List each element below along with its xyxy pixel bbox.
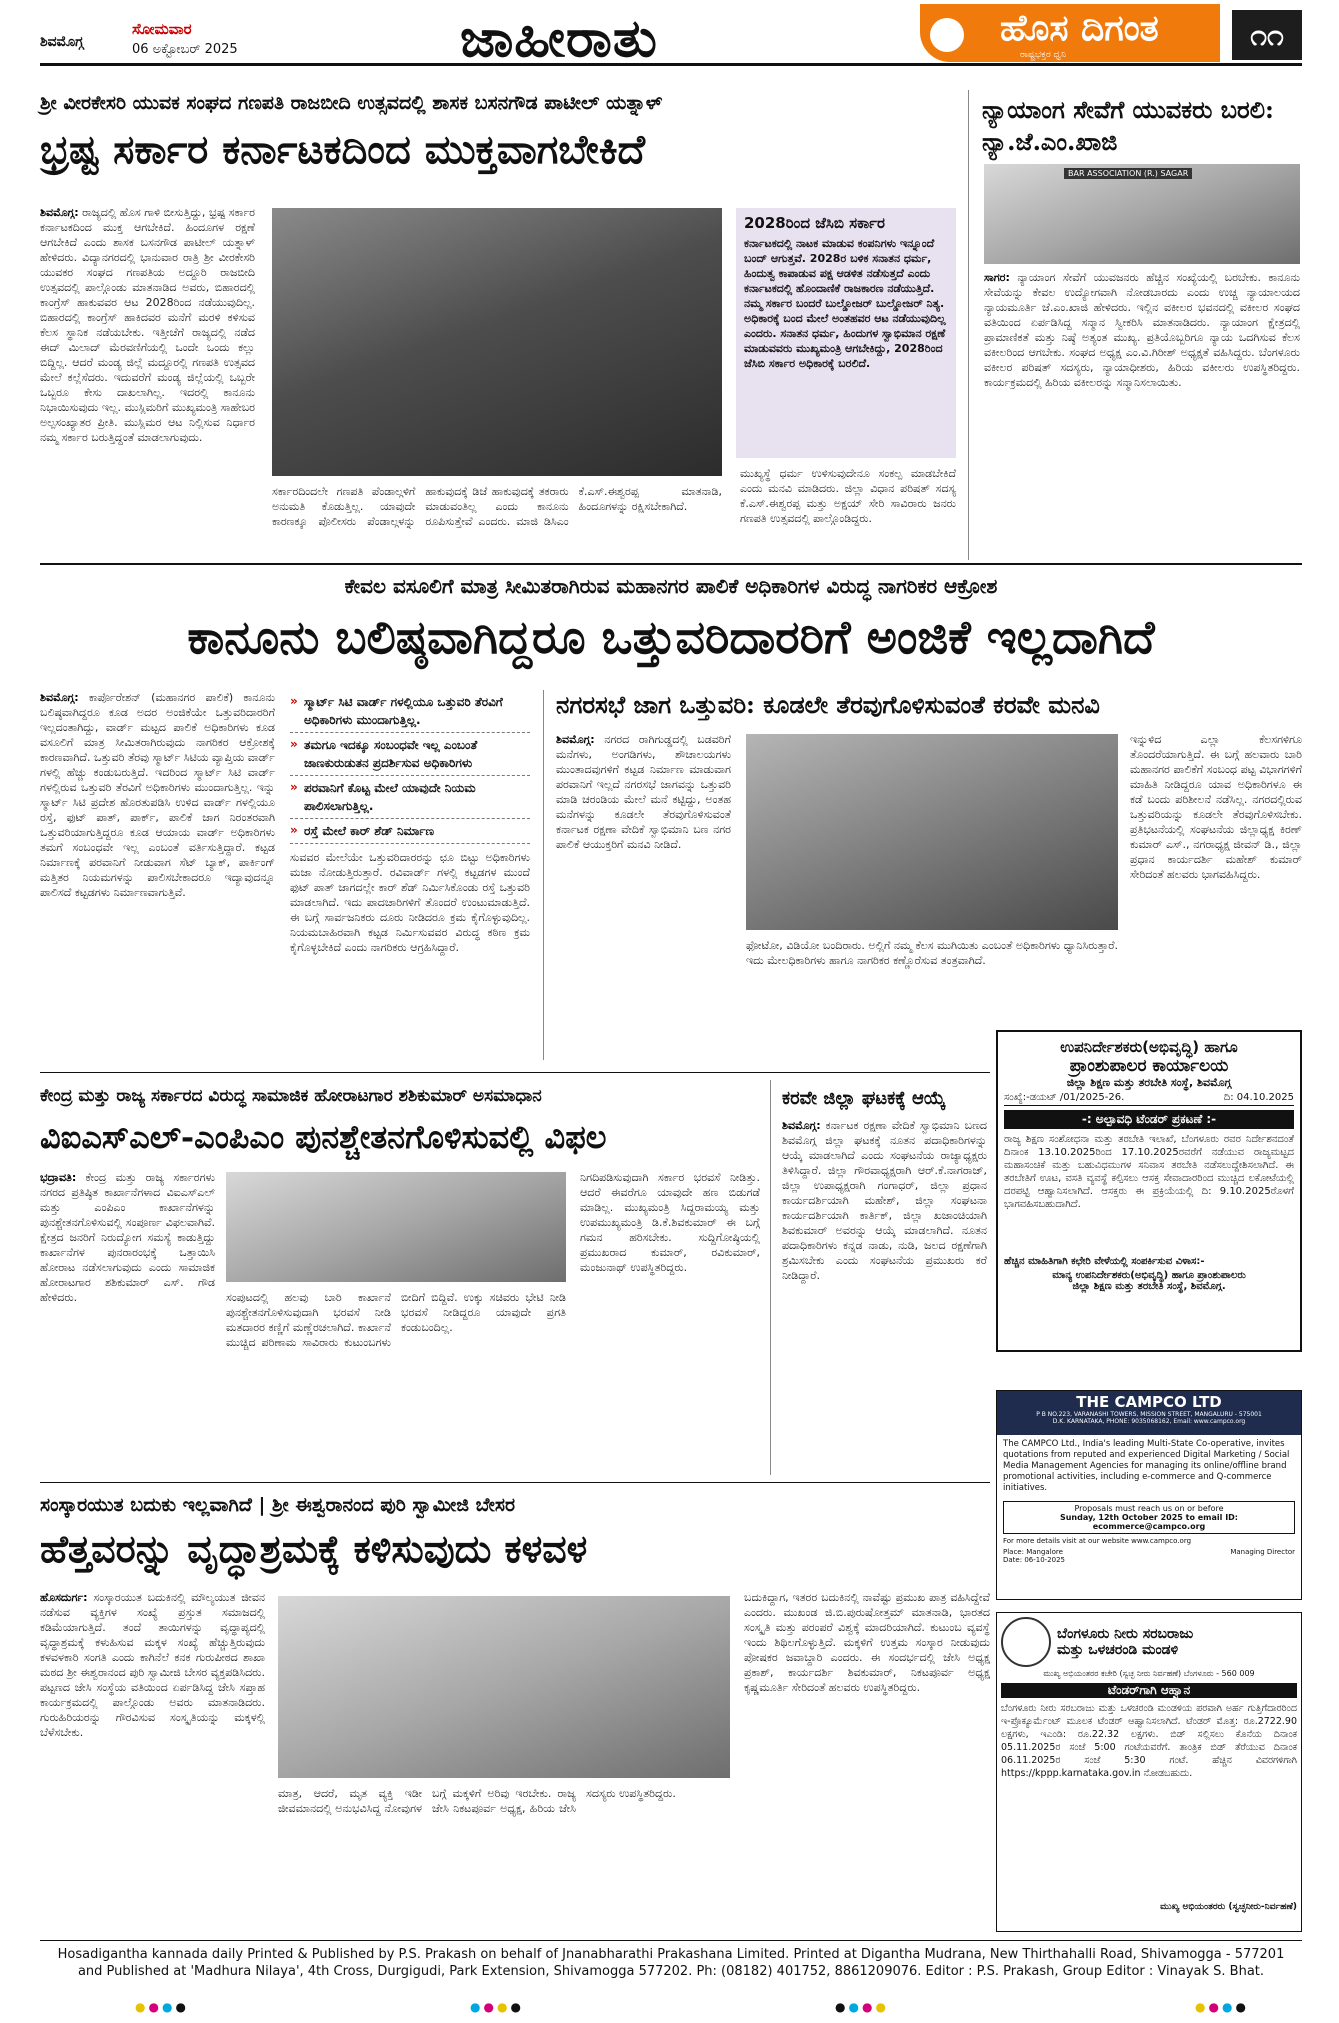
bwssb-sign: ಮುಖ್ಯ ಅಭಿಯಂತರರು (ಸ್ವಚ್ಛನೀರು-ನಿರ್ವಹಣೆ) — [1160, 1902, 1297, 1912]
story7-body-col3: ಬದುಕಿದ್ದಾಗ, ಇತರರ ಬದುಕಿನಲ್ಲಿ ನಾವೆಷ್ಟು ಪ್ರಮುಖ ಪಾತ್ರ ವಹಿಸಿದ್ದೇವೆ ಎಂದರು. ಮುಖಂಡ ಜಿ.ಬಿ.ಪುರುಷೋತ್ತಮ್ ಮಾತನಾಡಿ, ಭಾರತದ ಸಂಸ್ಕೃತಿ ಮತ್ತು ಪರಂಪರೆ ವಿಶ್ವಕ್ಕೆ ಮಾದರಿಯಾಗಿದೆ. ಕುಟುಂಬ ವ್ಯವಸ್ಥೆ ಇಂದು ಶಿಥಿಲಗೊಳ್ಳುತ್ತಿದೆ. ಮಕ್ಕಳಿಗೆ ಉತ್ತಮ ಸಂಸ್ಕಾರ ನೀಡುವುದು ಪೋಷಕರ ಜವಾಬ್ದಾರಿ ಎಂದರು. ಈ ಸಂದರ್ಭದಲ್ಲಿ ಜೇಸಿ ಅಧ್ಯಕ್ಷ ಪ್ರಕಾಶ್, ಕಾರ್ಯದರ್ಶಿ ಶಿವಕುಮಾರ್, ನಿಕಟಪೂರ್ವ ಅಧ್ಯಕ್ಷ ಕೃಷ್ಣಮೂರ್ತಿ ಸೇರಿದಂತೆ ಹಲವರು ಉಪಸ್ಥಿತರಿದ್ದರು. — [744, 1591, 990, 1694]
imprint-line2: and Published at 'Madhura Nilaya', 4th Cross, Durgigudi, Park Extension, Shivamogga 577202. Ph: (08182) 401752, 8861209076. Editor : P.S. Prakash, Group Editor : Vinayak S. Bhat. — [77, 1964, 1265, 1979]
story1-photo-procession — [272, 208, 722, 476]
story5-photo-pressmeet — [226, 1172, 566, 1282]
tender-text: ರಾಜ್ಯ ಶಿಕ್ಷಣ ಸಂಶೋಧನಾ ಮತ್ತು ತರಬೇತಿ ಇಲಾಖೆ, ಬೆಂಗಳೂರು ರವರ ನಿರ್ದೇಶನದಂತೆ ದಿನಾಂಕ 13.10.2025ರಿಂದ 17.10.2025ರವರೆಗೆ ನಡೆಯುವ ರಾಜ್ಯಮಟ್ಟದ ಮಹಾಸಂಚಿಕೆ ಮತ್ತು ಬಹುವಿಧಮುಗಳ ಸನಿವಾಸ ತರಬೇತಿ ನಡೆಸಲುದ್ದೇಶಿಸಲಾಗಿದೆ. ಈ ತರಬೇತಿಗೆ ಊಟ, ವಸತಿ ವ್ಯವಸ್ಥೆ ಕಲ್ಪಿಸಲು ಆಸಕ್ತ ಸೇವಾದಾರರಿಂದ ಮುಚ್ಚಿದ ಲಕೋಟೆಯಲ್ಲಿ ದರಪಟ್ಟಿ ಆಹ್ವಾನಿಸಲಾಗಿದೆ. ಆಸಕ್ತರು ಈ ಪ್ರಕ್ರಿಯೆಯಲ್ಲಿ ದಿ: 9.10.2025ರೊಳಗೆ ಭಾಗವಹಿಸಬಹುದಾಗಿದೆ. — [1004, 1134, 1294, 1210]
story1-sidebox — [736, 208, 956, 458]
story3-point: » ಸ್ಮಾರ್ಟ್ ಸಿಟಿ ವಾರ್ಡ್ ಗಳಲ್ಲಿಯೂ ಒತ್ತುವರಿ ತೆರವಿಗೆ ಅಧಿಕಾರಿಗಳು ಮುಂದಾಗುತ್ತಿಲ್ಲ. — [290, 690, 530, 733]
story2-banner-text: BAR ASSOCIATION (R.) SAGAR — [1064, 168, 1192, 179]
registration-dots-icon: ●●●● — [470, 2000, 524, 2014]
campco-more: For more details visit at our website www.campco.org — [1003, 1537, 1192, 1545]
story5-body-col3: ನಿಗದಿಪಡಿಸುವುದಾಗಿ ಸರ್ಕಾರ ಭರವಸೆ ನೀಡಿತ್ತು. ಆದರೆ ಈವರೆಗೂ ಯಾವುದೇ ಹಣ ಬಿಡುಗಡೆ ಮಾಡಿಲ್ಲ. ಮುಖ್ಯಮಂತ್ರಿ ಸಿದ್ದರಾಮಯ್ಯ ಮತ್ತು ಉಪಮುಖ್ಯಮಂತ್ರಿ ಡಿ.ಕೆ.ಶಿವಕುಮಾರ್ ಈ ಬಗ್ಗೆ ಗಮನ ಹರಿಸಬೇಕು. ಸುದ್ದಿಗೋಷ್ಠಿಯಲ್ಲಿ ಪ್ರಮುಖರಾದ ಕುಮಾರ್, ರವಿಕುಮಾರ್, ಮಂಜುನಾಥ್ ಉಪಸ್ಥಿತರಿದ್ದರು. — [580, 1171, 760, 1274]
story4-caption: ಫೋಟೋ, ವಿಡಿಯೋ ಬಂದಿರಾರು. ಅಲ್ಲಿಗೆ ನಮ್ಮ ಕೆಲಸ ಮುಗಿಯಿತು ಎಂಬಂತೆ ಅಧಿಕಾರಿಗಳು ಧ್ಯಾನಿಸಿರುತ್ತಾರೆ. ಇದು ಮೇಲಧಿಕಾರಿಗಳು ಹಾಗೂ ನಾಗರಿಕರ ಕಣ್ಣೊರೆಸುವ ತಂತ್ರವಾಗಿದೆ. — [746, 939, 1118, 967]
story4-body-col1 — [556, 732, 731, 1032]
registration-dots-icon: ●●●● — [135, 2000, 189, 2014]
story4-dateline: ಶಿವಮೊಗ್ಗ: — [556, 733, 595, 746]
story3-point: » ರಸ್ತೆ ಮೇಲೆ ಕಾರ್ ಶೆಡ್ ನಿರ್ಮಾಣ — [290, 819, 530, 844]
tender-title2: ಪ್ರಾಂಶುಪಾಲರ ಕಾರ್ಯಾಲಯ — [1069, 1056, 1229, 1076]
masthead — [40, 8, 1302, 69]
tender-ad — [996, 1030, 1302, 1352]
campco-body: The CAMPCO Ltd., India's leading Multi-State Co-operative, invites quotations from reputed and experienced Digital Marketing / Social Media Management Agencies for managing its online/offline brand promotional activities, including e-commerce and Q-commerce initiatives. — [1003, 1439, 1290, 1493]
story7-kicker: ಸಂಸ್ಕಾರಯುತ ಬದುಕು ಇಲ್ಲವಾಗಿದೆ | ಶ್ರೀ ಈಶ್ವರಾನಂದ ಪುರಿ ಸ್ವಾಮೀಜಿ ಬೇಸರ — [40, 1494, 515, 1516]
story7-dateline: ಹೊಸದುರ್ಗ: — [40, 1591, 88, 1604]
story5-body-col2: ಸಂಪುಟದಲ್ಲಿ ಹಲವು ಬಾರಿ ಕಾರ್ಖಾನೆ ಪುನಶ್ಚೇತನಗೊಳಿಸುವುದಾಗಿ ಭರವಸೆ ನೀಡಿ ಮತದಾರರ ಕಣ್ಣಿಗೆ ಮಣ್ಣೆರಚಲಾಗಿದೆ. ಕಾರ್ಖಾನೆ ಮುಚ್ಚಿದ ಪರಿಣಾಮ ಸಾವಿರಾರು ಕುಟುಂಬಗಳು ಬೀದಿಗೆ ಬಿದ್ದಿವೆ. ಉಕ್ಕು ಸಚಿವರು ಭೇಟಿ ನೀಡಿ ಭರವಸೆ ನೀಡಿದ್ದರೂ ಯಾವುದೇ ಪ್ರಗತಿ ಕಂಡುಬಂದಿಲ್ಲ. — [226, 1291, 566, 1349]
campco-sign: Managing Director — [1230, 1548, 1295, 1556]
story6-dateline: ಶಿವಮೊಗ್ಗ: — [782, 1119, 821, 1132]
section-rule — [40, 1072, 990, 1073]
story5-kicker: ಕೇಂದ್ರ ಮತ್ತು ರಾಜ್ಯ ಸರ್ಕಾರದ ವಿರುದ್ಧ ಸಾಮಾಜಿಕ ಹೋರಾಟಗಾರ ಶಶಿಕುಮಾರ್ ಅಸಮಾಧಾನ — [40, 1086, 542, 1106]
footer-rule — [40, 1940, 1302, 1941]
campco-deadline2: Sunday, 12th October 2025 to email ID: ecommerce@campco.org — [1059, 1513, 1239, 1531]
story5-headline: ವಿಐಎಸ್ಎಲ್-ಎಂಪಿಎಂ ಪುನಶ್ಚೇತನಗೊಳಿಸುವಲ್ಲಿ ವಿಫಲ — [40, 1118, 607, 1156]
tender-date: ದಿ: 04.10.2025 — [1223, 1092, 1294, 1103]
campco-address: P B NO.223, VARANASHI TOWERS, MISSION STREET, MANGALURU - 575001 — [1036, 1411, 1262, 1418]
story3-point: » ತಮಗೂ ಇದಕ್ಕೂ ಸಂಬಂಧವೇ ಇಲ್ಲ ಎಂಬಂತೆ ಜಾಣಕುರುಡುತನ ಪ್ರದರ್ಶಿಸುವ ಅಧಿಕಾರಿಗಳು — [290, 733, 530, 776]
story2-headline: ನ್ಯಾಯಾಂಗ ಸೇವೆಗೆ ಯುವಕರು ಬರಲಿ: ನ್ಯಾ.ಜೆ.ಎಂ.ಖಾಜಿ — [982, 95, 1274, 156]
bwssb-emblem-icon — [1001, 1617, 1051, 1667]
campco-place: Place: Mangalore — [1003, 1548, 1063, 1556]
story5-dateline: ಭದ್ರಾವತಿ: — [40, 1171, 77, 1184]
story7-headline: ಹೆತ್ತವರನ್ನು ವೃದ್ಧಾಶ್ರಮಕ್ಕೆ ಕಳಿಸುವುದು ಕಳವಳ — [40, 1526, 588, 1571]
tender-subtitle: ಜಿಲ್ಲಾ ಶಿಕ್ಷಣ ಮತ್ತು ತರಬೇತಿ ಸಂಸ್ಥೆ, ಶಿವಮೊಗ್ಗ — [1066, 1076, 1232, 1089]
tender-ref: ಸಂಖ್ಯೆ:-ಡಯಟ್ /01/2025-26. — [1004, 1092, 1125, 1103]
story3-point: » ಪರವಾನಿಗೆ ಕೊಟ್ಟ ಮೇಲೆ ಯಾವುದೇ ನಿಯಮ ಪಾಲಿಸಲಾಗುತ್ತಿಲ್ಲ. — [290, 776, 530, 819]
bwssb-sub: ಮುಖ್ಯ ಅಭಿಯಂತರರ ಕಚೇರಿ (ಸ್ವಚ್ಛ ನೀರು ನಿರ್ವಹಣೆ) ಬೆಂಗಳೂರು - 560 009 — [1043, 1669, 1255, 1678]
masthead-date: 06 ಅಕ್ಟೋಬರ್ 2025 — [132, 42, 238, 57]
story1-body-col1 — [40, 205, 255, 550]
story3-headline: ಕಾನೂನು ಬಲಿಷ್ಠವಾಗಿದ್ದರೂ ಒತ್ತುವರಿದಾರರಿಗೆ ಅಂಜಿಕೆ ಇಲ್ಲದಾಗಿದೆ — [187, 610, 1155, 664]
campco-deadline1: Proposals must reach us on or before — [1074, 1504, 1224, 1513]
story2-photo-felicitation — [984, 164, 1300, 264]
story7-col1-text: ಸಂಸ್ಕಾರಯುತ ಬದುಕಿನಲ್ಲಿ ಮೌಲ್ಯಯುತ ಜೀವನ ನಡೆಸುವ ವ್ಯಕ್ತಿಗಳ ಸಂಖ್ಯೆ ಪ್ರಸ್ತುತ ಸಮಾಜದಲ್ಲಿ ಕಡಿಮೆಯಾಗುತ್ತಿದೆ. ತಂದೆ ತಾಯಿಗಳನ್ನು ವೃದ್ಧಾಪ್ಯದಲ್ಲಿ ವೃದ್ಧಾಶ್ರಮಕ್ಕೆ ಕಳುಹಿಸುವ ಮಕ್ಕಳ ಸಂಖ್ಯೆ ಹೆಚ್ಚುತ್ತಿರುವುದು ಕಳವಳಕಾರಿ ಸಂಗತಿ ಎಂದು ಕಾಗಿನೆಲೆ ಕನಕ ಗುರುಪೀಠದ ಶಾಖಾ ಮಠದ ಶ್ರೀ ಈಶ್ವರಾನಂದ ಪುರಿ ಸ್ವಾಮೀಜಿ ಬೇಸರ ವ್ಯಕ್ತಪಡಿಸಿದರು. ಪಟ್ಟಣದ ಜೇಸಿ ಸಂಸ್ಥೆಯ ವತಿಯಿಂದ ಏರ್ಪಡಿಸಿದ್ದ ಜೇಸಿ ಸಪ್ತಾಹ ಕಾರ್ಯಕ್ರಮದಲ್ಲಿ ಪಾಲ್ಗೊಂಡು ಅವರು ಮಾತನಾಡಿದರು. ಗುರುಹಿರಿಯರನ್ನು ಗೌರವಿಸುವ ಸಂಸ್ಕೃತಿಯನ್ನು ಮಕ್ಕಳಲ್ಲಿ ಬೆಳೆಸಬೇಕು. — [40, 1591, 265, 1739]
campco-date: Date: 06-10-2025 — [1003, 1556, 1065, 1564]
story1-sidebox-text: ಕರ್ನಾಟಕದಲ್ಲಿ ನಾಟಕ ಮಾಡುವ ಕಂಪನಿಗಳು ಇನ್ನೂಂದೆ ಬಂದ್ ಆಗುತ್ತವೆ. 2028ರ ಬಳಿಕ ಸನಾತನ ಧರ್ಮ, ಹಿಂದುತ್ವ ಕಾಪಾಡುವ ಪಕ್ಷ ಆಡಳಿತ ನಡೆಸುತ್ತದೆ ಎಂದು ಕರ್ನಾಟಕದಲ್ಲಿ ಹೊಂದಾಣಿಕೆ ರಾಜಕಾರಣ ನಡೆಯುತ್ತಿದೆ. ನಮ್ಮ ಸರ್ಕಾರ ಬಂದರೆ ಬುಲ್ಡೋಜರ್ ಬುಲ್ಡೋಜರ್ ನಿತ್ಯ. ಅಧಿಕಾರಕ್ಕೆ ಬಂದ ಮೇಲೆ ಅಂತಹವರ ಆಟ ನಡೆಯುವುದಿಲ್ಲ ಎಂದರು. ಸನಾತನ ಧರ್ಮ, ಹಿಂದುಗಳ ಸ್ವಾಭಿಮಾನ ರಕ್ಷಣೆ ಮಾಡುವವರು ಮುಖ್ಯಮಂತ್ರಿ ಆಗಬೇಕಿದ್ದು, 2028ರಿಂದ ಜೆಸಿಬಿ ಸರ್ಕಾರ ಅಧಿಕಾರಕ್ಕೆ ಬರಲಿದೆ. — [744, 237, 946, 370]
story3-kicker: ಕೇವಲ ವಸೂಲಿಗೆ ಮಾತ್ರ ಸೀಮಿತರಾಗಿರುವ ಮಹಾನಗರ ಪಾಲಿಕೆ ಅಧಿಕಾರಿಗಳ ವಿರುದ್ಧ ನಾಗರಿಕರ ಆಕ್ರೋಶ — [344, 574, 998, 598]
column-divider — [543, 690, 544, 1060]
story7-photo-event — [278, 1596, 730, 1778]
paper-logo-icon — [930, 18, 964, 52]
story2-text: ನ್ಯಾಯಾಂಗ ಸೇವೆಗೆ ಯುವಜನರು ಹೆಚ್ಚಿನ ಸಂಖ್ಯೆಯಲ್ಲಿ ಬರಬೇಕು. ಕಾನೂನು ಸೇವೆಯನ್ನು ಕೇವಲ ಉದ್ಯೋಗವಾಗಿ ನೋಡಬಾರದು ಎಂದು ಉಚ್ಚ ನ್ಯಾಯಾಲಯದ ನ್ಯಾಯಮೂರ್ತಿ ಜೆ.ಎಂ.ಖಾಜಿ ಹೇಳಿದರು. ಇಲ್ಲಿನ ವಕೀಲರ ಭವನದಲ್ಲಿ ವಕೀಲರ ಸಂಘದ ವತಿಯಿಂದ ಏರ್ಪಡಿಸಿದ್ದ ಸನ್ಮಾನ ಸ್ವೀಕರಿಸಿ ಮಾತನಾಡಿದರು. ನ್ಯಾಯಾಂಗ ಕ್ಷೇತ್ರದಲ್ಲಿ ಪ್ರಾಮಾಣಿಕತೆ ಮತ್ತು ನಿಷ್ಠೆ ಅತ್ಯಂತ ಮುಖ್ಯ. ಪ್ರತಿಯೊಬ್ಬರಿಗೂ ನ್ಯಾಯ ಒದಗಿಸುವ ಕೆಲಸ ವಕೀಲರಿಂದ ಆಗಬೇಕು. ಸಂಘದ ಅಧ್ಯಕ್ಷ ಎಂ.ವಿ.ಗಿರೀಶ್ ಅಧ್ಯಕ್ಷತೆ ವಹಿಸಿದ್ದರು. ಬೆಂಗಳೂರು ವಕೀಲರ ಪರಿಷತ್ ಸದಸ್ಯರು, ನ್ಯಾಯಾಧೀಶರು, ಹಿರಿಯ ವಕೀಲರು ಉಪಸ್ಥಿತರಿದ್ದರು. ಕಾರ್ಯಕ್ರಮದಲ್ಲಿ ಹಿರಿಯ ವಕೀಲರನ್ನು ಸನ್ಮಾನಿಸಲಾಯಿತು. — [984, 271, 1300, 389]
story4-body-col3: ಇನ್ನುಳಿದ ಎಲ್ಲಾ ಕೆಲಸಗಳಿಗೂ ತೊಂದರೆಯಾಗುತ್ತಿದೆ. ಈ ಬಗ್ಗೆ ಹಲವಾರು ಬಾರಿ ಮಹಾನಗರ ಪಾಲಿಕೆಗೆ ಸಂಬಂಧ ಪಟ್ಟ ವಿಭಾಗಗಳಿಗೆ ಮಾಹಿತಿ ನೀಡಿದ್ದರೂ ಯಾವ ಅಧಿಕಾರಿಗಳೂ ಈ ಕಡೆ ಬಂದು ಪರಿಶೀಲನೆ ನಡೆಸಿಲ್ಲ. ನಗರದಲ್ಲಿರುವ ಒತ್ತುವರಿಯನ್ನು ಕೂಡಲೇ ತೆರವುಗೊಳಿಸಬೇಕು. ಪ್ರತಿಭಟನೆಯಲ್ಲಿ ಸಂಘಟನೆಯ ಜಿಲ್ಲಾಧ್ಯಕ್ಷ ಕಿರಣ್ ಕುಮಾರ್ ಎಸ್., ನಗರಾಧ್ಯಕ್ಷ ಜೀವನ್ ಡಿ., ಜಿಲ್ಲಾ ಪ್ರಧಾನ ಕಾರ್ಯದರ್ಶಿ ಮಹೇಶ್ ಕುಮಾರ್ ಸೇರಿದಂತೆ ಹಲವರು ಭಾಗವಹಿಸಿದ್ದರು. — [1130, 733, 1302, 881]
story4-photo-memorandum — [746, 734, 1118, 930]
story1-kicker: ಶ್ರೀ ವೀರಕೇಸರಿ ಯುವಕ ಸಂಘದ ಗಣಪತಿ ರಾಜಬೀದಿ ಉತ್ಸವದಲ್ಲಿ ಶಾಸಕ ಬಸನಗೌಡ ಪಾಟೀಲ್ ಯತ್ನಾಳ್ — [40, 92, 663, 114]
story1-headline: ಭ್ರಷ್ಟ ಸರ್ಕಾರ ಕರ್ನಾಟಕದಿಂದ ಮುಕ್ತವಾಗಬೇಕಿದೆ — [40, 126, 645, 173]
story3-highlights — [290, 690, 530, 844]
story3-body-col1 — [40, 690, 275, 1060]
story6-headline: ಕರವೇ ಜಿಲ್ಲಾ ಘಟಕಕ್ಕೆ ಆಯ್ಕೆ — [782, 1088, 946, 1109]
tender-contact: ಹೆಚ್ಚಿನ ಮಾಹಿತಿಗಾಗಿ ಕಛೇರಿ ವೇಳೆಯಲ್ಲಿ ಸಂಪರ್ಕಿಸುವ ವಿಳಾಸ:- — [1004, 1256, 1205, 1267]
story5-body-col1 — [40, 1170, 215, 1470]
story1-dateline: ಶಿವಮೊಗ್ಗ: — [40, 206, 79, 219]
story2-body — [984, 270, 1300, 550]
tender-sign1: ಮಾನ್ಯ ಉಪನಿರ್ದೇಶಕರು(ಅಭಿವೃದ್ಧಿ) ಹಾಗೂ ಪ್ರಾಂಶುಪಾಲರು — [1052, 1270, 1246, 1281]
masthead-city: ಶಿವಮೊಗ್ಗ — [40, 34, 84, 50]
story1-sidebox-title: 2028ರಿಂದ ಜೆಸಿಬಿ ಸರ್ಕಾರ — [744, 214, 885, 232]
paper-name: ಹೊಸ ದಿಗಂತ — [1000, 8, 1159, 49]
section-rule — [40, 1482, 990, 1483]
registration-dots-icon: ●●●● — [1195, 2000, 1249, 2014]
story3-body-col2: ಸುವವರ ಮೇಲೆಯೇ ಒತ್ತುವರಿದಾರರನ್ನು ಛೂ ಬಿಟ್ಟು ಅಧಿಕಾರಿಗಳು ಮಜಾ ನೋಡುತ್ತಿರುತ್ತಾರೆ. ರವಿವಾರ್ಡ್ ಗಳಲ್ಲಿ ಕಟ್ಟಡಗಳ ಮುಂದೆ ಫುಟ್ ಪಾತ್ ಜಾಗದಲ್ಲೇ ಕಾರ್ ಶೆಡ್ ನಿರ್ಮಿಸಿಕೊಂಡು ರಸ್ತೆ ಒತ್ತುವರಿ ಮಾಡಲಾಗಿದೆ. ಇದು ಪಾದಚಾರಿಗಳಿಗೆ ತೊಂದರೆ ಉಂಟುಮಾಡುತ್ತಿದೆ. ಈ ಬಗ್ಗೆ ಸಾರ್ವಜನಿಕರು ದೂರು ನೀಡಿದರೂ ಕ್ರಮ ಕೈಗೊಳ್ಳುವುದಿಲ್ಲ. ನಿಯಮಬಾಹಿರವಾಗಿ ಕಟ್ಟಡ ನಿರ್ಮಿಸುವವರ ವಿರುದ್ಧ ಕಠಿಣ ಕ್ರಮ ಕೈಗೊಳ್ಳಬೇಕಿದೆ ಎಂದು ನಾಗರಿಕರು ಆಗ್ರಹಿಸಿದ್ದಾರೆ. — [290, 851, 530, 954]
story1-body-col3: ಮುಖ್ಯಸ್ಥೆ ಧರ್ಮ ಉಳಿಸುವುದೇನೂ ಸಂಕಲ್ಪ ಮಾಡಬೇಕಿದೆ ಎಂದು ಮನವಿ ಮಾಡಿದರು. ಜಿಲ್ಲಾ ವಿಧಾನ ಪರಿಷತ್ ಸದಸ್ಯ ಕೆ.ಎಸ್.ಈಶ್ವರಪ್ಪ ಮತ್ತು ಅಕ್ಷಯ್ ಸೇರಿ ಸಾವಿರಾರು ಜನರು ಗಣಪತಿ ಉತ್ಸವದಲ್ಲಿ ಪಾಲ್ಗೊಂಡಿದ್ದರು. — [740, 467, 956, 525]
story5-col1-text: ಕೇಂದ್ರ ಮತ್ತು ರಾಜ್ಯ ಸರ್ಕಾರಗಳು ನಗರದ ಪ್ರತಿಷ್ಠಿತ ಕಾರ್ಖಾನೆಗಳಾದ ವಿಐಎಸ್ಎಲ್ ಮತ್ತು ಎಂಪಿಎಂ ಕಾರ್ಖಾನೆಗಳನ್ನು ಪುನಶ್ಚೇತನಗೊಳಿಸುವಲ್ಲಿ ಸಂಪೂರ್ಣ ವಿಫಲವಾಗಿವೆ. ಕ್ಷೇತ್ರದ ಜನರಿಗೆ ನಿರುದ್ಯೋಗ ಸಮಸ್ಯೆ ಕಾಡುತ್ತಿದ್ದು ಕಾರ್ಖಾನೆಗಳ ಪುನರಾರಂಭಕ್ಕೆ ಒತ್ತಾಯಿಸಿ ಹೋರಾಟ ನಡೆಸಲಾಗುವುದು ಎಂದು ಸಾಮಾಜಿಕ ಹೋರಾಟಗಾರ ಶಶಿಕುಮಾರ್ ಎಸ್. ಗೌಡ ಹೇಳಿದರು. — [40, 1171, 215, 1304]
imprint-line1: Hosadigantha kannada daily Printed & Published by P.S. Prakash on behalf of Jnanabharathi Prakashana Limited. Printed at Digantha Mudrana, New Thirthahalli Road, Shivamogga - 577201 — [57, 1947, 1285, 1962]
campco-ad — [996, 1390, 1302, 1600]
story4-col1-text: ನಗರದ ರಾಗಿಗುಡ್ಡದಲ್ಲಿ ಬಡವರಿಗೆ ಮನೆಗಳು, ಅಂಗಡಿಗಳು, ಶೌಚಾಲಯಗಳು ಮುಂತಾದವುಗಳಿಗೆ ಕಟ್ಟಡ ನಿರ್ಮಾಣ ಮಾಡುವಾಗ ಪರವಾನಿಗೆ ಇಲ್ಲದೆ ನಗರಸಭೆ ಜಾಗವನ್ನು ಒತ್ತುವರಿ ಮಾಡಿ ಚರಂಡಿಯ ಮೇಲೆ ಮನೆ ಕಟ್ಟಿದ್ದು, ಅಂತಹ ಮನೆಗಳನ್ನು ಕೂಡಲೇ ತೆರವುಗೊಳಿಸುವಂತೆ ಕರ್ನಾಟಕ ರಕ್ಷಣಾ ವೇದಿಕೆ ಸ್ವಾಭಿಮಾನಿ ಬಣ ನಗರ ಪಾಲಿಕೆ ಆಯುಕ್ತರಿಗೆ ಮನವಿ ನೀಡಿದೆ. — [556, 733, 731, 851]
section-rule — [40, 563, 1302, 565]
tender-banner: -: ಅಲ್ಪಾವಧಿ ಟೆಂಡರ್ ಪ್ರಕಟಣೆ :- — [1004, 1110, 1294, 1129]
tender-title1: ಉಪನಿರ್ದೇಶಕರು(ಅಭಿವೃದ್ಧಿ) ಹಾಗೂ — [1060, 1038, 1238, 1056]
paper-tagline: ರಾಷ್ಟ್ರಭಕ್ತರ ಧ್ವನಿ — [1020, 50, 1066, 60]
bwssb-title2: ಮತ್ತು ಒಳಚರಂಡಿ ಮಂಡಳಿ — [1057, 1642, 1179, 1658]
bwssb-ad — [996, 1612, 1302, 1932]
story2-dateline: ಸಾಗರ: — [984, 271, 1010, 284]
story3-dateline: ಶಿವಮೊಗ್ಗ: — [40, 691, 79, 704]
story6-body — [782, 1118, 987, 1468]
bwssb-title1: ಬೆಂಗಳೂರು ನೀರು ಸರಬರಾಜು — [1057, 1626, 1194, 1642]
story3-col1-text: ಕಾರ್ಪೊರೇಶನ್ (ಮಹಾನಗರ ಪಾಲಿಕೆ) ಕಾನೂನು ಬಲಿಷ್ಠವಾಗಿದ್ದರೂ ಕೂಡ ಅದರ ಅಂಜಿಕೆಯೇ ಒತ್ತುವರಿದಾರರಿಗೆ ಇಲ್ಲದಂತಾಗಿದ್ದು, ವಾರ್ಡ್ ಮಟ್ಟದ ಪಾಲಿಕೆ ಅಧಿಕಾರಿಗಳು ಕೂಡ ವಸೂಲಿಗೆ ಮಾತ್ರ ಸೀಮಿತರಾಗಿರುವುದು ನಾಗರಿಕರ ಆಕ್ರೋಶಕ್ಕೆ ಕಾರಣವಾಗಿದೆ. ಒತ್ತುವರಿ ತೆರವು ಸ್ಮಾರ್ಟ್ ಸಿಟಿಯ ವ್ಯಾಪ್ತಿಯ ವಾರ್ಡ್ ಗಳಲ್ಲಿ ಹೆಚ್ಚು ಕಂಡುಬರುತ್ತಿದೆ. ಇದರಿಂದ ಸ್ಮಾರ್ಟ್ ಸಿಟಿ ವಾರ್ಡ್ ಗಳಲ್ಲಿರುವ ಒತ್ತುವರಿ ತೆರವಿಗೆ ಅಧಿಕಾರಿಗಳು ಮುಂದಾಗುತ್ತಿಲ್ಲ. ಇನ್ನು ಸ್ಮಾರ್ಟ್ ಸಿಟಿ ಪ್ರದೇಶ ಹೊರತುಪಡಿಸಿ ಉಳಿದ ವಾರ್ಡ್ ಗಳಲ್ಲಿಯೂ ರಸ್ತೆ, ಫುಟ್ ಪಾತ್, ಪಾರ್ಕ್, ಪಾಲಿಕೆ ಜಾಗ ನಿರಂತರವಾಗಿ ಒತ್ತುವರಿಯಾಗುತ್ತಿದ್ದರೂ ಕೂಡ ಆಯಾಯ ವಾರ್ಡ್ ಅಧಿಕಾರಿಗಳು ತಮಗೆ ಸಂಬಂಧವೇ ಇಲ್ಲ ಎಂಬಂತೆ ವರ್ತಿಸುತ್ತಿದ್ದಾರೆ. ಕಟ್ಟಡ ನಿರ್ಮಾಣಕ್ಕೆ ಪರವಾನಿಗೆ ನೀಡುವಾಗ ಸೆಟ್ ಬ್ಯಾಕ್, ಪಾರ್ಕಿಂಗ್ ಮತ್ತಿತರ ನಿಯಮಗಳನ್ನು ಪಾಲಿಸಬೇಕಾದರೂ ಇದ್ಯಾವುದನ್ನೂ ಪಾಲಿಸದೆ ಕಟ್ಟಡಗಳು ನಿರ್ಮಾಣವಾಗುತ್ತಿವೆ. — [40, 691, 275, 899]
bwssb-text: ಬೆಂಗಳೂರು ನೀರು ಸರಬರಾಜು ಮತ್ತು ಒಳಚರಂಡಿ ಮಂಡಳಿಯ ಪರವಾಗಿ ಅರ್ಹ ಗುತ್ತಿಗೆದಾರರಿಂದ ಇ-ಪ್ರೊಕ್ಯೂರ್ಮೆಂಟ್ ಮೂಲಕ ಟೆಂಡರ್ ಆಹ್ವಾನಿಸಲಾಗಿದೆ. ಟೆಂಡರ್ ಮೊತ್ತ: ರೂ.2722.90 ಲಕ್ಷಗಳು, ಇಎಂಡಿ: ರೂ.22.32 ಲಕ್ಷಗಳು. ಬಿಡ್ ಸಲ್ಲಿಸಲು ಕೊನೆಯ ದಿನಾಂಕ 05.11.2025ರ ಸಂಜೆ 5:00 ಗಂಟೆಯವರೆಗೆ. ತಾಂತ್ರಿಕ ಬಿಡ್ ತೆರೆಯುವ ದಿನಾಂಕ 06.11.2025ರ ಸಂಜೆ 5:30 ಗಂಟೆ. ಹೆಚ್ಚಿನ ವಿವರಗಳಿಗಾಗಿ https://kppp.karnataka.gov.in ನೋಡಬಹುದು. — [1001, 1703, 1297, 1779]
registration-dots-icon: ●●●● — [835, 2000, 889, 2014]
section-title: ಜಾಹೀರಾತು — [460, 8, 658, 69]
bwssb-banner: ಟೆಂಡರ್‌ಗಾಗಿ ಆಹ್ವಾನ — [1001, 1683, 1297, 1698]
masthead-day: ಸೋಮವಾರ — [132, 20, 192, 38]
story7-caption: ಮಾತ್ರ, ಆದರೆ, ಮೃತ ವ್ಯಕ್ತಿ ಇಡೀ ಜೀವಮಾನದಲ್ಲಿ ಅನುಭವಿಸಿದ್ದ ನೋವುಗಳ ಬಗ್ಗೆ ಮಕ್ಕಳಿಗೆ ಅರಿವು ಇರಬೇಕು. ರಾಜ್ಯ ಜೇಸಿ ನಿಕಟಪೂರ್ವ ಅಧ್ಯಕ್ಷ, ಹಿರಿಯ ಜೇಸಿ ಸದಸ್ಯರು ಉಪಸ್ಥಿತರಿದ್ದರು. — [278, 1787, 676, 1815]
story7-body-col1 — [40, 1590, 265, 1930]
tender-sign2: ಜಿಲ್ಲಾ ಶಿಕ್ಷಣ ಮತ್ತು ತರಬೇತಿ ಸಂಸ್ಥೆ, ಶಿವಮೊಗ್ಗ. — [1072, 1281, 1226, 1292]
column-divider — [968, 90, 969, 560]
campco-address2: D.K. KARNATAKA, PHONE: 9035068162, Email: www.campco.org — [1052, 1418, 1246, 1425]
campco-name: THE CAMPCO LTD — [1076, 1393, 1222, 1411]
page-number: ೧೧ — [1232, 10, 1302, 60]
story1-col1-text: ರಾಜ್ಯದಲ್ಲಿ ಹೊಸ ಗಾಳಿ ಬೀಸುತ್ತಿದ್ದು, ಭ್ರಷ್ಟ ಸರ್ಕಾರ ಕರ್ನಾಟಕದಿಂದ ಮುಕ್ತ ಆಗಬೇಕಿದೆ. ಹಿಂದೂಗಳ ರಕ್ಷಣೆ ಆಗಬೇಕಿದೆ ಎಂದು ಶಾಸಕ ಬಸನಗೌಡ ಪಾಟೀಲ್ ಯತ್ನಾಳ್ ಹೇಳಿದರು. ವಿದ್ಯಾನಗರದಲ್ಲಿ ಭಾನುವಾರ ರಾತ್ರಿ ಶ್ರೀ ವೀರಕೇಸರಿ ಯುವಕರ ಸಂಘದ ಗಣಪತಿಯ ಅದ್ದೂರಿ ರಾಜಬೀದಿ ಉತ್ಸವದಲ್ಲಿ ಪಾಲ್ಗೊಂಡು ಮಾತನಾಡಿದ ಅವರು, ಬಿಹಾರದಲ್ಲಿ ಕಾಂಗ್ರೆಸ್ ಹಾಕುವವರ ಆಟ 2028ರಿಂದ ನಡೆಯುವುದಿಲ್ಲ. ಬಿಹಾರದಲ್ಲಿ ಕಾಂಗ್ರೆಸ್ ಹಾಕಿದವರ ಮನೆಗೆ ಮರಳಿ ಕಳಿಸುವ ಕೆಲಸ ಸ್ಥಾನಿಕ ನಡೆಯಬೇಕು. ಇತ್ತೀಚೆಗೆ ರಾಜ್ಯದಲ್ಲಿ ನಡೆದ ಈದ್ ಮಿಲಾದ್ ಮೆರವಣಿಗೆಯಲ್ಲಿ ಒಂದೇ ಒಂದು ಕಲ್ಲು ಬಿದ್ದಿಲ್ಲ. ಆದರೆ ಮಂಡ್ಯ ಜಿಲ್ಲೆ ಮದ್ದೂರಲ್ಲಿ ಗಣಪತಿ ಉತ್ಸವದ ಮೇಲೆ ಕಲ್ಲೆಸೆದರು. ಇದುವರೆಗೆ ಮಂಡ್ಯ ಜಿಲ್ಲೆಯಲ್ಲಿ ಒಬ್ಬರೇ ಒಬ್ಬರೂ ಕೇಸು ದಾಖಲಾಗಿಲ್ಲ. ಇದರಲ್ಲಿ ಕಾನೂನು ನಿಭಾಯಿಸುವುದು ಇಲ್ಲ. ಮುಸ್ಲಿಮರಿಗೆ ಮುಖ್ಯಮಂತ್ರಿ ಸಾಹೇಬರ ಅಲ್ಪಸಂಖ್ಯಾತರ ಪ್ರೀತಿ. ಮುಸ್ಲಿಮರ ಆಟ ನಿಲ್ಲಿಸುವ ನಿರ್ಧಾರ ನಮ್ಮ ಸರ್ಕಾರ ಬರುತ್ತಿದ್ದಂತೆ ಮಾಡಲಾಗುವುದು. — [40, 206, 255, 444]
story6-text: ಕರ್ನಾಟಕ ರಕ್ಷಣಾ ವೇದಿಕೆ ಸ್ವಾಭಿಮಾನಿ ಬಣದ ಶಿವಮೊಗ್ಗ ಜಿಲ್ಲಾ ಘಟಕಕ್ಕೆ ನೂತನ ಪದಾಧಿಕಾರಿಗಳನ್ನು ಆಯ್ಕೆ ಮಾಡಲಾಗಿದೆ ಎಂದು ಸಂಘಟನೆಯ ರಾಜ್ಯಾಧ್ಯಕ್ಷರು ತಿಳಿಸಿದ್ದಾರೆ. ಜಿಲ್ಲಾ ಗೌರವಾಧ್ಯಕ್ಷರಾಗಿ ಆರ್.ಕೆ.ನಾಗರಾಜ್, ಜಿಲ್ಲಾ ಉಪಾಧ್ಯಕ್ಷರಾಗಿ ಗಂಗಾಧರ್, ಜಿಲ್ಲಾ ಪ್ರಧಾನ ಕಾರ್ಯದರ್ಶಿಯಾಗಿ ಮಹೇಶ್, ಜಿಲ್ಲಾ ಸಂಘಟನಾ ಕಾರ್ಯದರ್ಶಿಯಾಗಿ ಕಾರ್ತಿಕ್, ಜಿಲ್ಲಾ ಖಜಾಂಚಿಯಾಗಿ ಶಿವಕುಮಾರ್ ಅವರನ್ನು ಆಯ್ಕೆ ಮಾಡಲಾಗಿದೆ. ನೂತನ ಪದಾಧಿಕಾರಿಗಳು ಕನ್ನಡ ನಾಡು, ನುಡಿ, ಜಲದ ರಕ್ಷಣೆಗಾಗಿ ಶ್ರಮಿಸಬೇಕು ಎಂದು ಸಂಘಟನೆಯ ಪ್ರಮುಖರು ಕರೆ ನೀಡಿದ್ದಾರೆ. — [782, 1119, 987, 1282]
column-divider — [770, 1080, 771, 1475]
story4-headline: ನಗರಸಭೆ ಜಾಗ ಒತ್ತುವರಿ: ಕೂಡಲೇ ತೆರವುಗೊಳಿಸುವಂತೆ ಕರವೇ ಮನವಿ — [556, 690, 1100, 719]
story1-caption: ಸರ್ಕಾರದಿಂದಲೇ ಗಣಪತಿ ಪೆಂಡಾಲ್ಗಳಿಗೆ ಅನುಮತಿ ಕೊಡುತ್ತಿಲ್ಲ. ಯಾವುದೇ ಕಾರಣಕ್ಕೂ ಪೊಲೀಸರು ಪೆಂಡಾಲ್ಗಳನ್ನು ಹಾಕುವುದಕ್ಕೆ ಡಿಜೆ ಹಾಕುವುದಕ್ಕೆ ತಕರಾರು ಮಾಡುವಂತಿಲ್ಲ ಎಂದು ಕಾನೂನು ರೂಪಿಸುತ್ತೇವೆ ಎಂದರು. ಮಾಜಿ ಡಿಸಿಎಂ ಕೆ.ಎಸ್.ಈಶ್ವರಪ್ಪ ಮಾತನಾಡಿ, ಹಿಂದೂಗಳನ್ನು ರಕ್ಷಿಸಬೇಕಾಗಿದೆ. — [272, 485, 722, 528]
